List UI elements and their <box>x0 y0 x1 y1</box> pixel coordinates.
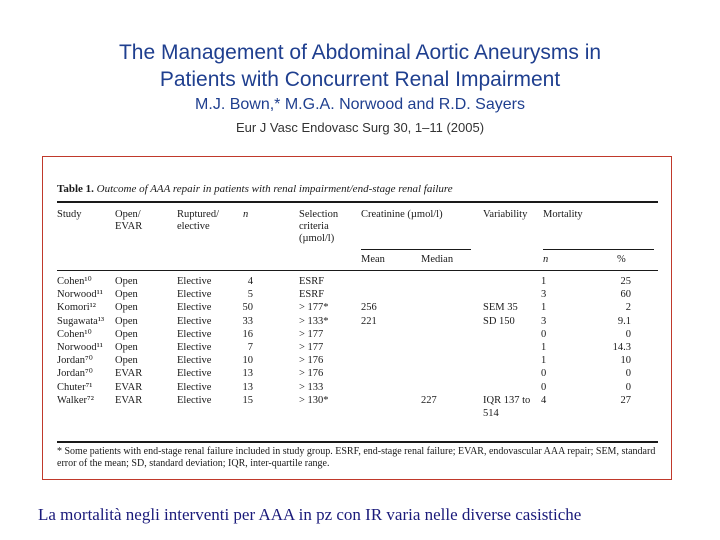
cell-n: 7 <box>247 342 253 353</box>
table-caption-label: Table 1. <box>57 183 94 195</box>
cell-type: Open <box>115 355 138 367</box>
cell-criteria: > 177 <box>299 342 324 353</box>
header-mortality-pct: % <box>617 254 626 265</box>
cell-criteria: ESRF <box>299 276 325 287</box>
table-caption <box>57 183 453 195</box>
authors: M.J. Bown,* M.G.A. Norwood and R.D. Sayers <box>195 96 525 113</box>
cell-mort-n: 3 <box>541 315 547 327</box>
cell-mort-pct: 2 <box>625 302 631 314</box>
cell-n: 5 <box>247 289 253 301</box>
cell-n: 13 <box>242 381 253 393</box>
table-header-rule <box>57 270 658 271</box>
cell-type: EVAR <box>115 368 143 380</box>
header-study: Study <box>57 209 82 220</box>
citation: Eur J Vasc Endovasc Surg 30, 1–11 (2005) <box>235 120 485 135</box>
header-selection-2: criteria <box>299 221 329 232</box>
cell-n: 15 <box>242 394 253 406</box>
cell-mort-n: 0 <box>541 368 547 380</box>
cell-study: Jordan⁷⁰ <box>57 355 93 367</box>
cell-study: Cohen¹⁰ <box>57 328 92 340</box>
cell-mort-n: 0 <box>541 328 547 340</box>
header-mean: Mean <box>361 254 385 265</box>
cell-status: Elective <box>177 355 212 367</box>
cell-type: EVAR <box>115 394 143 406</box>
cell-n: 16 <box>242 328 253 340</box>
cell-criteria: > 130* <box>299 394 329 406</box>
cell-type: Open <box>115 328 138 340</box>
cell-status: Elective <box>177 302 212 314</box>
mortality-subrule <box>543 249 654 250</box>
cell-mort-pct: 60 <box>620 289 631 301</box>
cell-study: Chuter⁷¹ <box>57 381 93 393</box>
cell-n: 4 <box>247 276 253 287</box>
cell-status: Elective <box>177 342 212 353</box>
cell-mort-n: 1 <box>541 342 547 353</box>
cell-median: 227 <box>421 394 437 406</box>
header-creatinine: Creatinine (µmol/l) <box>361 209 443 220</box>
cell-mort-pct: 0 <box>625 381 631 393</box>
cell-status: Elective <box>177 368 212 380</box>
cell-study: Komori¹² <box>57 302 96 314</box>
cell-criteria: > 176 <box>299 355 324 367</box>
cell-criteria: > 177 <box>299 328 324 340</box>
cell-mort-pct: 0 <box>625 328 631 340</box>
cell-mean: 256 <box>361 302 377 314</box>
cell-study: Norwood¹¹ <box>57 289 103 301</box>
cell-status: Elective <box>177 289 212 301</box>
cell-mort-pct: 14.3 <box>612 342 631 353</box>
cell-status: Elective <box>177 276 212 287</box>
table-top-rule <box>57 201 658 203</box>
cell-type: Open <box>115 276 138 287</box>
slide-title-line2: Patients with Concurrent Renal Impairment <box>159 68 561 91</box>
cell-mort-n: 3 <box>541 289 547 301</box>
header-ruptured-2: elective <box>177 221 210 232</box>
header-selection-3: (µmol/l) <box>299 233 335 244</box>
cell-type: Open <box>115 289 138 301</box>
cell-mort-n: 1 <box>541 276 547 287</box>
cell-type: Open <box>115 302 138 314</box>
cell-mort-n: 1 <box>541 355 547 367</box>
cell-type: Open <box>115 315 138 327</box>
cell-study: Norwood¹¹ <box>57 342 103 353</box>
cell-mort-n: 4 <box>541 394 547 406</box>
header-open-evar-1: Open/ <box>115 209 141 220</box>
header-variability: Variability <box>483 209 528 220</box>
cell-mort-pct: 27 <box>620 394 631 406</box>
cell-status: Elective <box>177 315 212 327</box>
creatinine-subrule <box>361 249 471 250</box>
header-open-evar-2: EVAR <box>115 221 143 232</box>
header-mortality: Mortality <box>543 209 583 220</box>
cell-criteria: ESRF <box>299 289 325 301</box>
cell-variability: SEM 35 <box>483 302 518 314</box>
cell-type: Open <box>115 342 138 353</box>
cell-n: 50 <box>242 302 253 314</box>
cell-criteria: > 176 <box>299 368 324 380</box>
cell-study: Cohen¹⁰ <box>57 276 92 287</box>
cell-status: Elective <box>177 328 212 340</box>
cell-variability: IQR 137 to 514 <box>483 394 531 419</box>
cell-status: Elective <box>177 394 212 406</box>
header-selection-1: Selection <box>299 209 339 220</box>
cell-mort-pct: 0 <box>625 368 631 380</box>
table-footnote: * Some patients with end-stage renal failure included in study group. ESRF, end-stage renal failure; EVAR, endovascular AAA repair; SEM, standard error of the mean; SD, standard deviation; IQR, inter-quartile range. <box>57 446 656 469</box>
slide-caption: La mortalità negli interventi per AAA in pz con IR varia nelle diverse casistiche <box>38 505 582 524</box>
cell-mort-pct: 25 <box>620 276 631 287</box>
cell-study: Sugawata¹³ <box>57 315 105 327</box>
cell-variability: SD 150 <box>483 315 515 327</box>
cell-status: Elective <box>177 381 212 393</box>
header-median: Median <box>421 254 454 265</box>
cell-n: 33 <box>242 315 253 327</box>
cell-criteria: > 133 <box>299 381 324 393</box>
table-figure <box>42 156 672 480</box>
cell-n: 13 <box>242 368 253 380</box>
table-caption-text: Outcome of AAA repair in patients with renal impairment/end-stage renal failure <box>96 183 453 195</box>
cell-mort-n: 0 <box>541 381 547 393</box>
cell-type: EVAR <box>115 381 143 393</box>
cell-criteria: > 133* <box>299 315 329 327</box>
cell-mean: 221 <box>361 315 377 327</box>
header-n: n <box>243 209 249 220</box>
table-bottom-rule <box>57 441 658 443</box>
cell-mort-pct: 9.1 <box>617 315 631 327</box>
cell-n: 10 <box>242 355 253 367</box>
header-ruptured-1: Ruptured/ <box>177 209 219 220</box>
header-mortality-n: n <box>543 254 549 265</box>
cell-study: Walker⁷² <box>57 394 94 406</box>
cell-mort-n: 1 <box>541 302 547 314</box>
cell-criteria: > 177* <box>299 302 329 314</box>
cell-mort-pct: 10 <box>620 355 631 367</box>
slide-title-line1: The Management of Abdominal Aortic Aneurysms in <box>118 41 602 64</box>
cell-study: Jordan⁷⁰ <box>57 368 93 380</box>
